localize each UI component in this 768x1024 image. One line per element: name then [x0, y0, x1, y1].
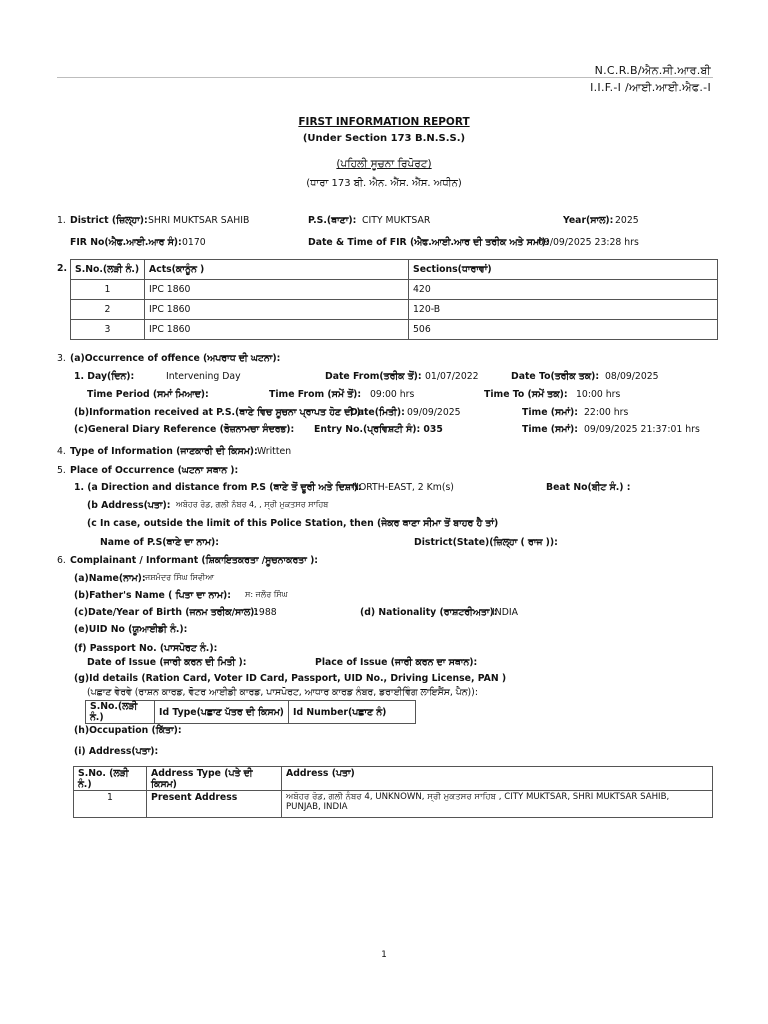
info-type-value: Written — [257, 446, 292, 457]
father-name-label: (b)Father's Name ( ਪਿਤਾ ਦਾ ਨਾਮ): — [74, 590, 232, 601]
section-5-number: 5. — [57, 465, 66, 476]
ps-value: CITY MUKTSAR — [362, 215, 431, 226]
column-header-id-type: Id Type(ਪਛਾਣ ਪੱਤਰ ਦੀ ਕਿਸਮ) — [155, 701, 289, 724]
direction-distance-value: NORTH-EAST, 2 Km(s) — [352, 482, 454, 493]
dob-value: 1988 — [253, 607, 277, 618]
district-state-label: District(State)(ਜ਼ਿਲ੍ਹਾ ( ਰਾਜ )): — [414, 537, 558, 548]
entry-no-label: Entry No.(ਪ੍ਰਵਿਸ਼ਟੀ ਸੰ): 035 — [314, 424, 443, 435]
id-details-label-punjabi: (ਪਛਾਣ ਵੇਰਵੇ (ਰਾਸ਼ਨ ਕਾਰਡ, ਵੋਟਰ ਆਈਡੀ ਕਾਰਡ, ਪਾਸਪੋਰਟ, ਆਧਾਰ ਕਾਰਡ ਨੰਬਰ, ਡਰਾਈਵਿੰਗ ਲਾਇਸੈਂਸ, ਪੈਨ)): — [87, 687, 478, 698]
nationality-value: INDIA — [492, 607, 518, 618]
date-from-label: Date From(ਤਰੀਕ ਤੋਂ): — [325, 371, 422, 382]
column-header-sno: S.No.(ਲੜੀ ਨੰ.) — [71, 260, 145, 280]
complainant-address-table — [73, 766, 713, 818]
date-of-issue-label: Date of Issue (ਜਾਰੀ ਕਰਨ ਦੀ ਮਿਤੀ ): — [87, 657, 247, 668]
info-time-label: Time (ਸਮਾਂ): — [522, 407, 578, 418]
date-to-label: Date To(ਤਰੀਕ ਤਕ): — [511, 371, 600, 382]
table-header-row — [74, 767, 713, 791]
cell-sno: 1 — [74, 791, 147, 818]
column-header-acts: Acts(ਕਾਨੂੰਨ ) — [145, 260, 409, 280]
table-row — [71, 300, 718, 320]
date-to-value: 08/09/2025 — [605, 371, 659, 382]
report-title: FIRST INFORMATION REPORT — [298, 116, 470, 128]
outside-limit-label: (c In case, outside the limit of this Police Station, then (ਜੇਕਰ ਥਾਣਾ ਸੀਮਾ ਤੋਂ ਬਾਹਰ ਹੈ ਤਾਂ) — [87, 518, 499, 529]
place-of-issue-label: Place of Issue (ਜਾਰੀ ਕਰਨ ਦਾ ਸਥਾਨ): — [315, 657, 478, 668]
column-header-address: Address (ਪਤਾ) — [282, 767, 713, 791]
info-date-value: 09/09/2025 — [407, 407, 461, 418]
complainant-name-value: ਜਸ਼ਮੰਦਰ ਸਿੰਘ ਸਿਵੀਆ — [145, 573, 215, 582]
fir-datetime-value: 09/09/2025 23:28 hrs — [538, 237, 639, 248]
fir-no-label: FIR No(ਐਫ.ਆਈ.ਆਰ ਸੰ): — [70, 237, 182, 248]
day-label: 1. Day(ਦਿਨ): — [74, 371, 135, 382]
section-3-number: 3. — [57, 353, 66, 364]
cell-act: IPC 1860 — [145, 280, 409, 300]
address-line-2: PUNJAB, INDIA — [286, 802, 348, 812]
cell-address — [282, 791, 713, 818]
info-time-value: 22:00 hrs — [584, 407, 629, 418]
column-header-sections: Sections(ਧਾਰਾਵਾਂ) — [409, 260, 718, 280]
section-1-number: 1. — [57, 215, 66, 226]
info-date-label: Date(ਮਿਤੀ): — [350, 407, 405, 418]
district-value: SHRI MUKTSAR SAHIB — [148, 215, 250, 226]
time-to-label: Time To (ਸਮੇਂ ਤਕ): — [484, 389, 568, 400]
time-to-value: 10:00 hrs — [576, 389, 621, 400]
passport-label: (f) Passport No. (ਪਾਸਪੋਰਟ ਨੰ.): — [74, 643, 218, 654]
complainant-address-label: (i) Address(ਪਤਾ): — [74, 746, 159, 757]
place-of-occurrence-heading: Place of Occurrence (ਘਟਨਾ ਸਥਾਨ ): — [70, 465, 239, 476]
year-value: 2025 — [615, 215, 639, 226]
time-from-label: Time From (ਸਮੇਂ ਤੋਂ): — [269, 389, 362, 400]
report-subtitle: (Under Section 173 B.N.S.S.) — [302, 133, 466, 144]
uid-label: (e)UID No (ਯੂਆਈਡੀ ਨੰ.): — [74, 624, 188, 635]
district-label: District (ਜ਼ਿਲ੍ਹਾ): — [70, 215, 148, 226]
occurrence-address-value: ਅਬੋਹਰ ਰੋਡ, ਗਲੀ ਨੰਬਰ 4, , ਸ੍ਰੀ ਮੁਕਤਸਰ ਸਾਹਿਬ — [176, 500, 329, 509]
cell-address-type: Present Address — [147, 791, 282, 818]
table-header-row — [71, 260, 718, 280]
column-header-sno: S.No.(ਲੜੀ ਨੰ.) — [86, 701, 155, 724]
year-label: Year(ਸਾਲ): — [563, 215, 614, 226]
day-value: Intervening Day — [166, 371, 241, 382]
section-6-number: 6. — [57, 555, 66, 566]
dob-label: (c)Date/Year of Birth (ਜਨਮ ਤਰੀਕ/ਸਾਲ): — [74, 607, 259, 618]
section-4-number: 4. — [57, 446, 66, 457]
cell-section: 120-B — [409, 300, 718, 320]
report-subtitle-punjabi: (ਧਾਰਾ 173 ਬੀ. ਐਨ. ਐੱਸ. ਐੱਸ. ਅਧੀਨ) — [306, 178, 462, 189]
report-title-punjabi: (ਪਹਿਲੀ ਸੂਚਨਾ ਰਿਪੋਰਟ) — [336, 158, 432, 170]
time-period-label: Time Period (ਸਮਾਂ ਮਿਆਦ): — [87, 389, 209, 400]
table-row — [74, 791, 713, 818]
ncrb-label: N.C.R.B/ਐਨ.ਸੀ.ਆਰ.ਬੀ — [594, 64, 711, 77]
nationality-label: (d) Nationality (ਰਾਸ਼ਟਰੀਅਤਾ): — [360, 607, 498, 618]
occurrence-address-label: (b Address(ਪਤਾ): — [87, 500, 171, 511]
id-details-table — [85, 700, 416, 724]
cell-sno: 3 — [71, 320, 145, 340]
info-type-label: Type of Information (ਜਾਣਕਾਰੀ ਦੀ ਕਿਸਮ): — [70, 446, 258, 457]
complainant-name-label: (a)Name(ਨਾਮ): — [74, 573, 146, 584]
complainant-heading: Complainant / Informant (ਸ਼ਿਕਾਇਤਕਰਤਾ /ਸੂਚਨਾਕਰਤਾ ): — [70, 555, 319, 566]
address-line-1: ਅਬੋਹਰ ਰੋਡ, ਗਲੀ ਨੰਬਰ 4, UNKNOWN, ਸ੍ਰੀ ਮੁਕਤਸਰ ਸਾਹਿਬ , CITY MUKTSAR, SHRI MUKTSAR SAHIB, — [286, 792, 670, 802]
beat-no-label: Beat No(ਬੀਟ ਸੰ.) : — [546, 482, 631, 493]
info-received-label: (b)Information received at P.S.(ਥਾਣੇ ਵਿਚ ਸੂਚਨਾ ਪ੍ਰਾਪਤ ਹੋਣ ਦੀ ): — [74, 407, 365, 418]
other-ps-name-label: Name of P.S(ਥਾਣੇ ਦਾ ਨਾਮ): — [100, 537, 219, 548]
cell-section: 506 — [409, 320, 718, 340]
page-number: 1 — [381, 950, 387, 960]
table-row — [71, 280, 718, 300]
column-header-id-number: Id Number(ਪਛਾਣ ਨੰ) — [289, 701, 416, 724]
direction-distance-label: 1. (a Direction and distance from P.S (ਥਾਣੇ ਤੋਂ ਦੂਰੀ ਅਤੇ ਦਿਸ਼ਾ): — [74, 482, 362, 493]
fir-no-value: 0170 — [182, 237, 206, 248]
time-from-value: 09:00 hrs — [370, 389, 415, 400]
section-2-number: 2. — [57, 263, 68, 274]
cell-sno: 1 — [71, 280, 145, 300]
column-header-sno: S.No. (ਲੜੀ ਨੰ.) — [74, 767, 147, 791]
occurrence-heading: (a)Occurrence of offence (ਅਪਰਾਧ ਦੀ ਘਟਨਾ): — [70, 353, 281, 364]
father-name-value: ਸ: ਜਲੌਰ ਸਿੰਘ — [245, 590, 288, 599]
general-diary-label: (c)General Diary Reference (ਰੋਜ਼ਨਾਮਚਾ ਸੰਦਰਭ): — [74, 424, 295, 435]
fir-datetime-label: Date & Time of FIR (ਐਫ.ਆਈ.ਆਰ ਦੀ ਤਰੀਕ ਅਤੇ ਸਮਾਂ): — [308, 237, 550, 248]
cell-sno: 2 — [71, 300, 145, 320]
gd-time-value: 09/09/2025 21:37:01 hrs — [584, 424, 700, 435]
id-details-label: (g)Id details (Ration Card, Voter ID Card, Passport, UID No., Driving License, PAN ) — [74, 673, 507, 684]
cell-act: IPC 1860 — [145, 300, 409, 320]
acts-table — [70, 259, 718, 340]
ps-label: P.S.(ਥਾਣਾ): — [308, 215, 357, 226]
cell-section: 420 — [409, 280, 718, 300]
table-header-row — [86, 701, 416, 724]
column-header-address-type: Address Type (ਪਤੇ ਦੀ ਕਿਸਮ) — [147, 767, 282, 791]
date-from-value: 01/07/2022 — [425, 371, 479, 382]
table-row — [71, 320, 718, 340]
gd-time-label: Time (ਸਮਾਂ): — [522, 424, 578, 435]
iif-label: I.I.F.-I /ਆਈ.ਆਈ.ਐਫ.-I — [590, 81, 711, 94]
occupation-label: (h)Occupation (ਕਿੱਤਾ): — [74, 725, 182, 736]
cell-act: IPC 1860 — [145, 320, 409, 340]
